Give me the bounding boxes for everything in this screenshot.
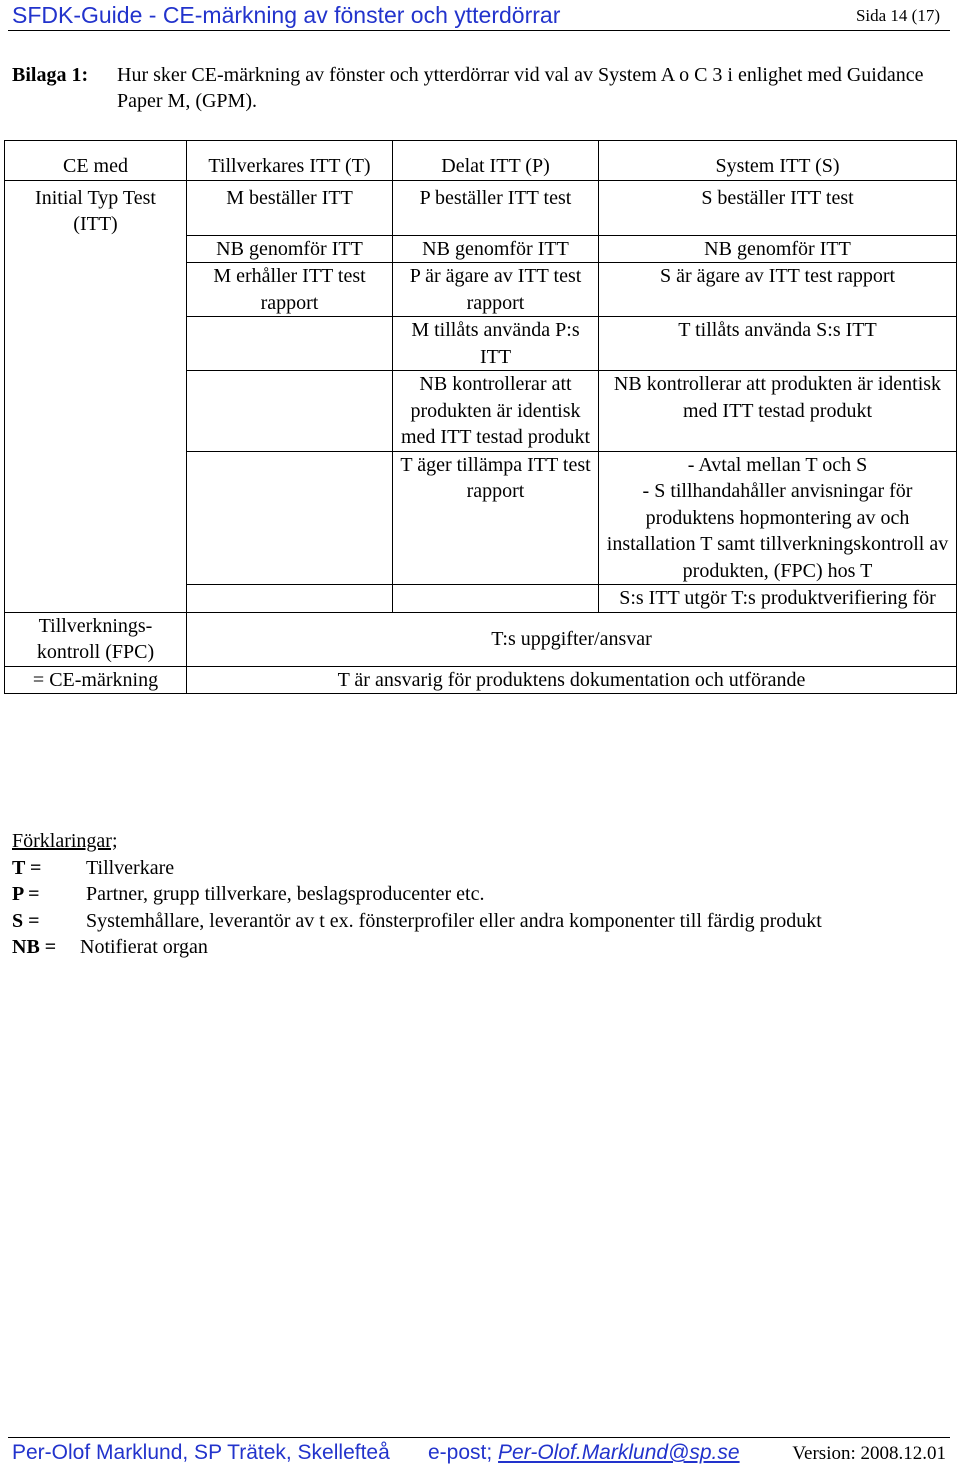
legend-heading: Förklaringar; bbox=[12, 830, 118, 852]
cell-ce-markning: = CE-märkning bbox=[5, 666, 187, 694]
cell-nb-genomfor-s: NB genomför ITT bbox=[599, 235, 957, 263]
cell-p-bestaller: P beställer ITT test bbox=[393, 180, 599, 235]
cell-empty bbox=[187, 317, 393, 371]
legend-item bbox=[12, 908, 822, 935]
cell-tillverkningskontroll: Tillverknings-kontroll (FPC) bbox=[5, 612, 187, 666]
legend-key: S = bbox=[12, 909, 40, 932]
header-ce-med: CE med bbox=[5, 141, 187, 181]
legend-item bbox=[12, 881, 485, 908]
email-link[interactable]: Per-Olof.Marklund@sp.se bbox=[498, 1441, 740, 1464]
legend-item bbox=[12, 855, 175, 882]
legend-value: Partner, grupp tillverkare, beslagsproducenter etc. bbox=[86, 883, 485, 905]
legend-item bbox=[12, 934, 208, 961]
legend-key: P = bbox=[12, 883, 40, 905]
cell-t-uppgifter: T:s uppgifter/ansvar bbox=[187, 612, 957, 666]
table-header-row bbox=[5, 141, 957, 181]
cell-empty bbox=[393, 585, 599, 613]
document-title: SFDK-Guide - CE-märkning av fönster och ytterdörrar bbox=[12, 2, 561, 28]
footer-email bbox=[428, 1441, 740, 1465]
page-header bbox=[8, 0, 950, 31]
header-system: System ITT (S) bbox=[599, 141, 957, 181]
legend bbox=[12, 828, 822, 961]
table-row bbox=[5, 666, 957, 694]
legend-value: Notifierat organ bbox=[80, 936, 208, 958]
cell-initial-typ-test: Initial Typ Test (ITT) bbox=[5, 180, 187, 612]
page-number: Sida 14 (17) bbox=[855, 6, 940, 25]
header-delat: Delat ITT (P) bbox=[393, 141, 599, 181]
cell-nb-genomfor-t: NB genomför ITT bbox=[187, 235, 393, 263]
cell-t-ansvarig: T är ansvarig för produktens dokumentation och utförande bbox=[187, 666, 957, 694]
legend-value: Systemhållare, leverantör av t ex. fönsterprofiler eller andra komponenter till färdig produkt bbox=[86, 909, 822, 932]
cell-t-ager: T äger tillämpa ITT test rapport bbox=[393, 451, 599, 585]
cell-produktverifiering: S:s ITT utgör T:s produktverifiering för bbox=[599, 585, 957, 613]
ce-marking-table bbox=[4, 140, 957, 694]
avtal-line: - Avtal mellan T och S bbox=[687, 453, 868, 476]
cell-nb-kontrollerar-s: NB kontrollerar att produkten är identisk med ITT testad produkt bbox=[599, 371, 957, 452]
anvisningar-text: - S tillhandahåller anvisningar för produktens hopmontering av och installation T samt tillverkningskontroll av produkten, (FPC) hos T bbox=[606, 480, 949, 582]
cell-empty bbox=[187, 585, 393, 613]
table-row bbox=[5, 612, 957, 666]
cell-s-agare: S är ägare av ITT test rapport bbox=[599, 263, 957, 317]
legend-value: Tillverkare bbox=[86, 856, 175, 879]
page-footer bbox=[8, 1437, 950, 1466]
cell-m-erhaller: M erhåller ITT test rapport bbox=[187, 263, 393, 317]
footer-author: Per-Olof Marklund, SP Trätek, Skellefteå bbox=[12, 1441, 390, 1464]
cell-s-bestaller: S beställer ITT test bbox=[599, 180, 957, 235]
cell-m-bestaller: M beställer ITT bbox=[187, 180, 393, 235]
table-row bbox=[5, 180, 957, 235]
cell-nb-genomfor-p: NB genomför ITT bbox=[393, 235, 599, 263]
legend-key: T = bbox=[12, 856, 42, 879]
email-label: e-post; bbox=[428, 1441, 493, 1464]
cell-nb-kontrollerar-p: NB kontrollerar att produkten är identisk med ITT testad produkt bbox=[393, 371, 599, 452]
cell-p-agare: P är ägare av ITT test rapport bbox=[393, 263, 599, 317]
cell-empty bbox=[187, 371, 393, 452]
cell-t-tillats: T tillåts använda S:s ITT bbox=[599, 317, 957, 371]
appendix-label: Bilaga 1: bbox=[12, 64, 89, 86]
legend-key: NB = bbox=[12, 936, 57, 958]
header-tillverkare: Tillverkares ITT (T) bbox=[187, 141, 393, 181]
appendix-text: Hur sker CE-märkning av fönster och ytterdörrar vid val av System A o C 3 i enlighet med Guidance Paper M, (GPM). bbox=[117, 64, 924, 112]
cell-empty bbox=[187, 451, 393, 585]
cell-avtal bbox=[599, 451, 957, 585]
cell-m-tillats: M tillåts använda P:s ITT bbox=[393, 317, 599, 371]
footer-version: Version: 2008.12.01 bbox=[792, 1443, 946, 1464]
